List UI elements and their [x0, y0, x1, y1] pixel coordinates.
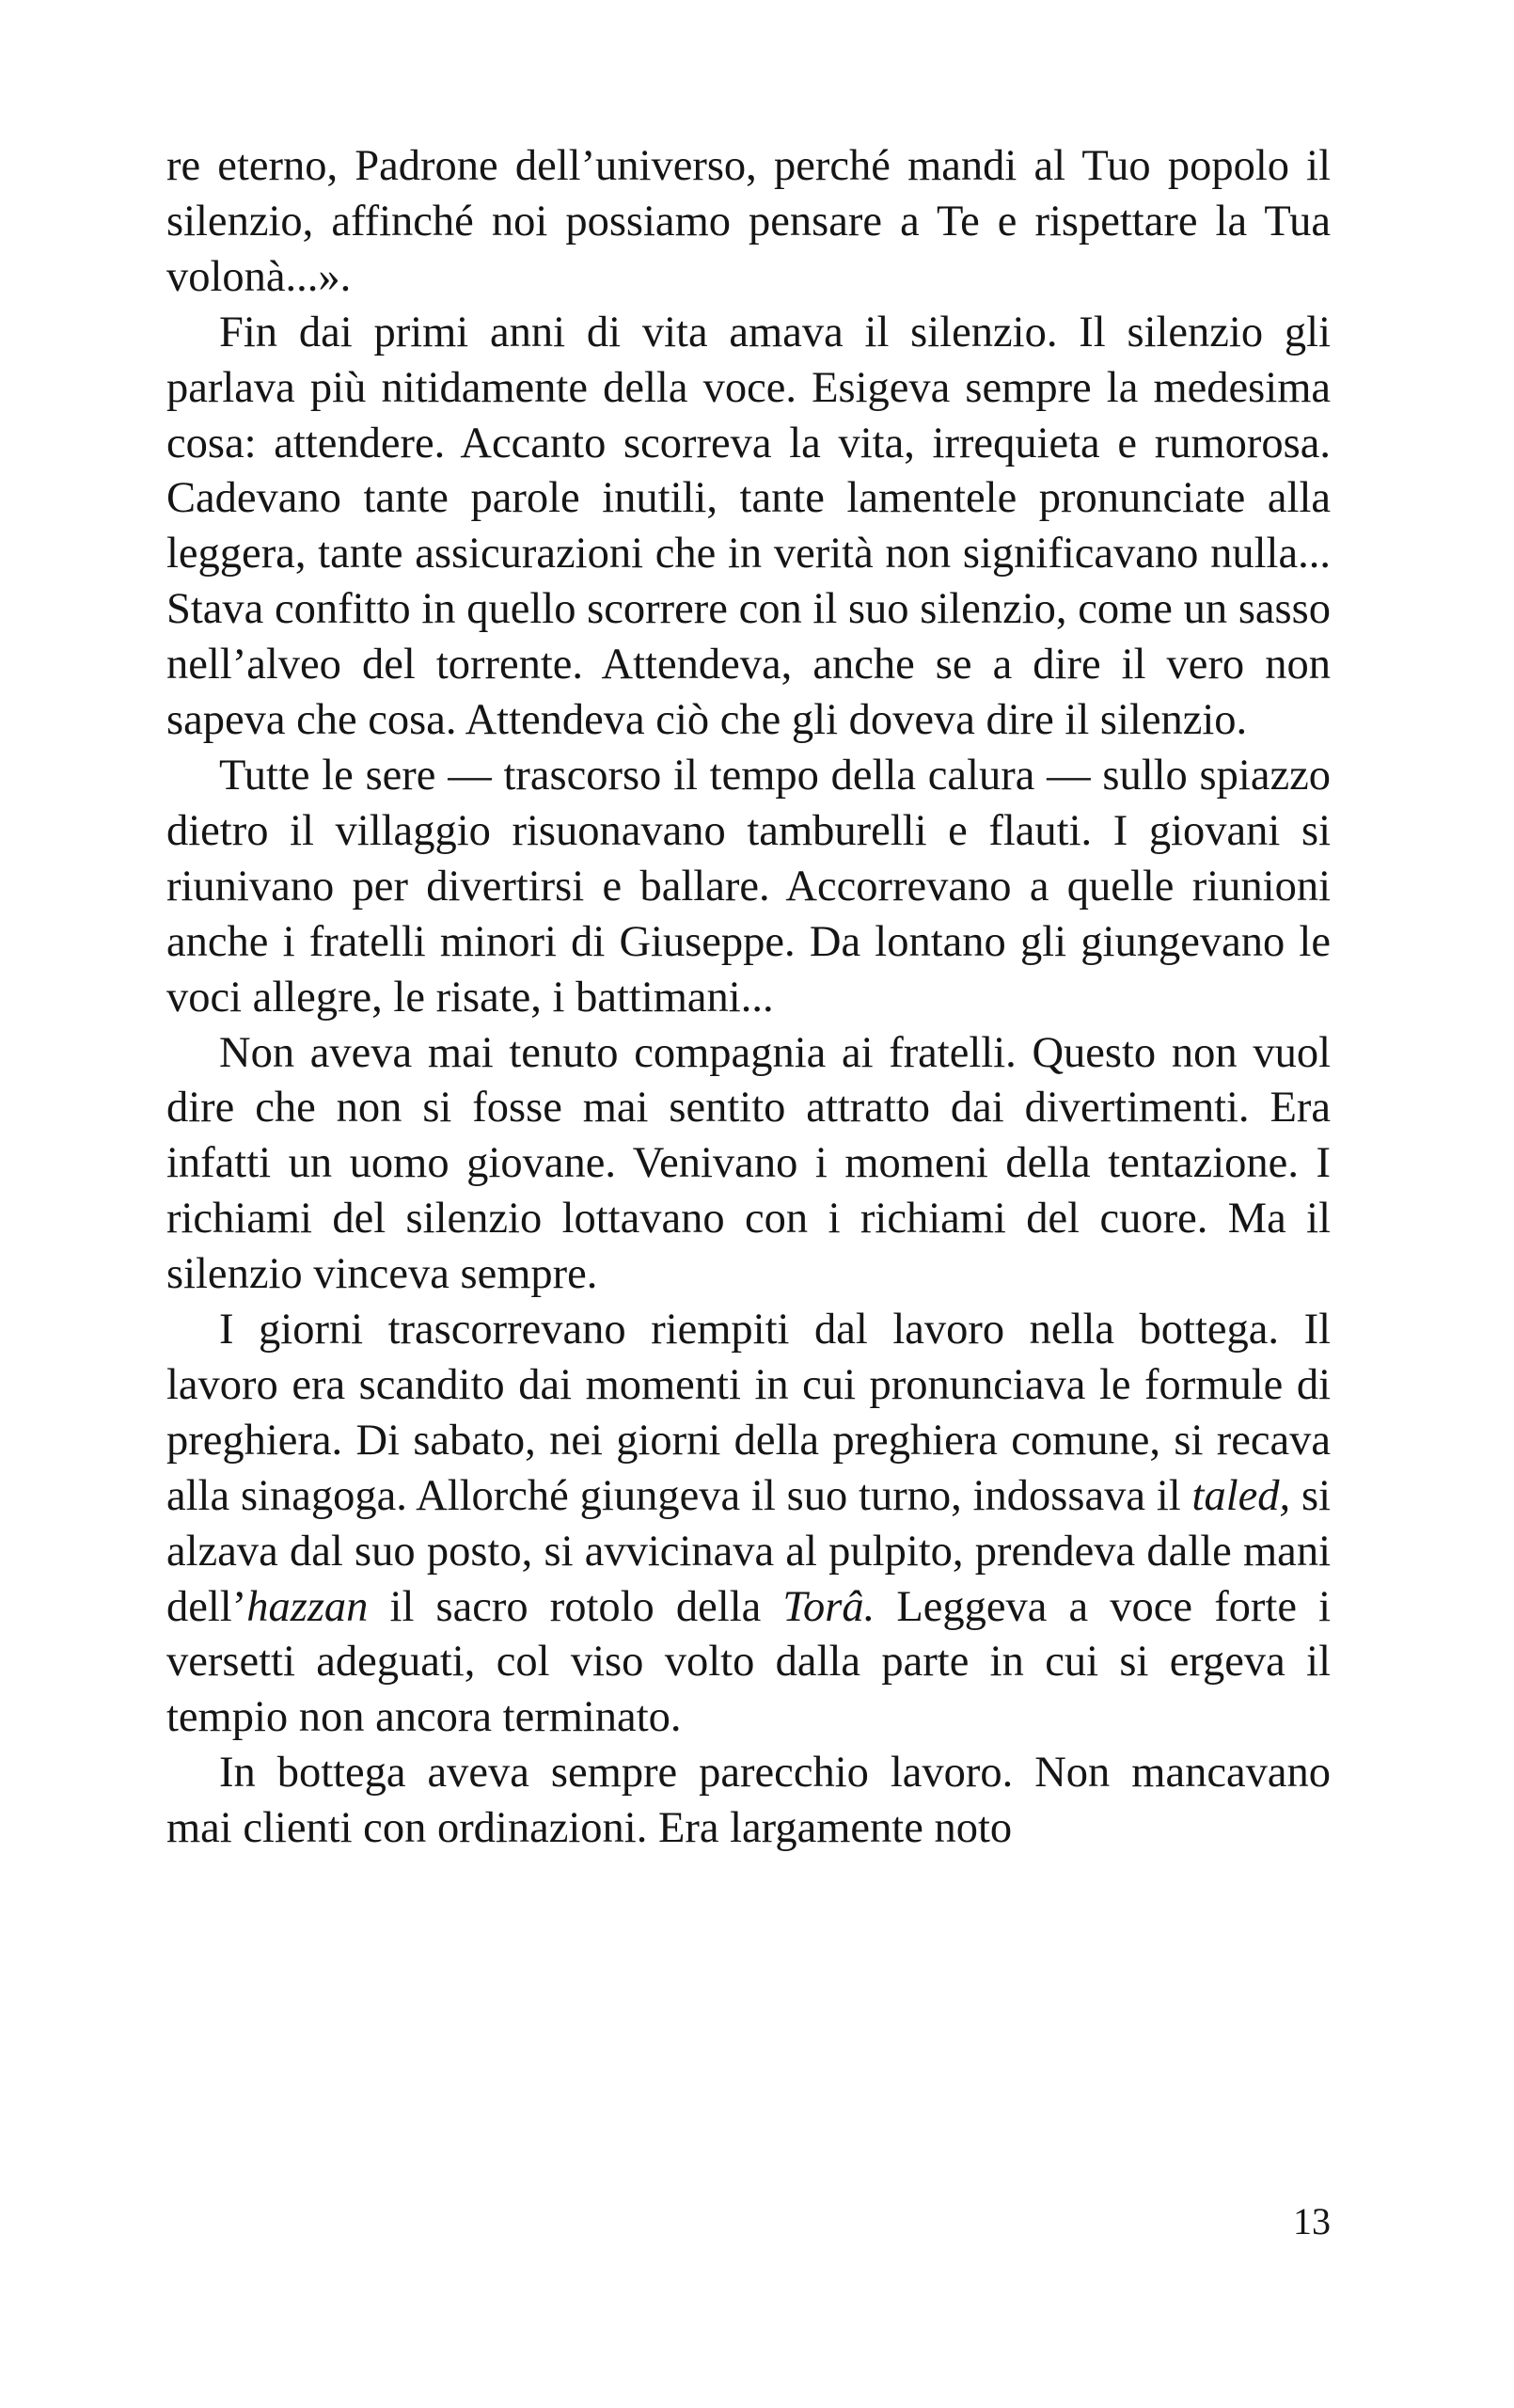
paragraph-5-text-a: I giorni trascorrevano riempiti dal lavoro nella bottega. Il lavoro era scandito dai momenti in cui pronunciava le formule di preghiera. Di sabato, nei giorni della preghiera comune, si recava alla sinagoga. Allorché giungeva il suo turno, indossava il: [166, 1306, 1331, 1520]
paragraph-3: Tutte le sere — trascorso il tempo della calura — sullo spiazzo dietro il villaggio risuonavano tamburelli e flauti. I giovani si riunivano per divertirsi e ballare. Accorrevano a quelle riunioni anche i fratelli minori di Giuseppe. Da lontano gli giungevano le voci allegre, le risate, i battimani...: [166, 751, 1331, 1022]
paragraph-6: In bottega aveva sempre parecchio lavoro. Non mancavano mai clienti con ordinazioni. Era largamente noto: [166, 1749, 1331, 1853]
italic-term-taled: taled,: [1191, 1471, 1291, 1520]
italic-term-tora: Torâ.: [782, 1582, 875, 1631]
body-text: [166, 139, 1331, 1857]
italic-term-hazzan: hazzan: [246, 1582, 369, 1631]
paragraph-5: [166, 1303, 1331, 1746]
paragraph-4: Non aveva mai tenuto compagnia ai fratelli. Questo non vuol dire che non si fosse mai sentito attratto dai divertimenti. Era infatti un uomo giovane. Venivano i momeni della tentazione. I richiami del silenzio lottavano con i richiami del cuore. Ma il silenzio vinceva sempre.: [166, 1028, 1331, 1299]
paragraph-5-text-c: il sacro rotolo della: [368, 1582, 783, 1631]
page-number: 13: [1293, 2200, 1331, 2242]
paragraph-2: Fin dai primi anni di vita amava il silenzio. Il silenzio gli parlava più nitidamente della voce. Esigeva sempre la medesima cosa: attendere. Accanto scorreva la vita, irrequieta e rumorosa. Cadevano tante parole inutili, tante lamentele pronunciate alla leggera, tante assicurazioni che in verità non significavano nulla... Stava confitto in quello scorrere con il suo silenzio, come un sasso nell’alveo del torrente. Attendeva, anche se a dire il vero non sapeva che cosa. Attendeva ciò che gli doveva dire il silenzio.: [166, 308, 1331, 745]
paragraph-1: re eterno, Padrone dell’universo, perché mandi al Tuo popolo il silenzio, affinché noi possiamo pensare a Te e rispettare la Tua volonà...».: [166, 142, 1331, 301]
paragraph-5-text-d: Leggeva a voce forte i versetti adeguati, col viso volto dalla parte in cui si ergeva il tempio non ancora terminato.: [166, 1582, 1332, 1742]
paragraph-5-text-b: si alzava dal suo posto, si avvicinava al pulpito, prendeva dalle mani dell’: [166, 1471, 1332, 1631]
